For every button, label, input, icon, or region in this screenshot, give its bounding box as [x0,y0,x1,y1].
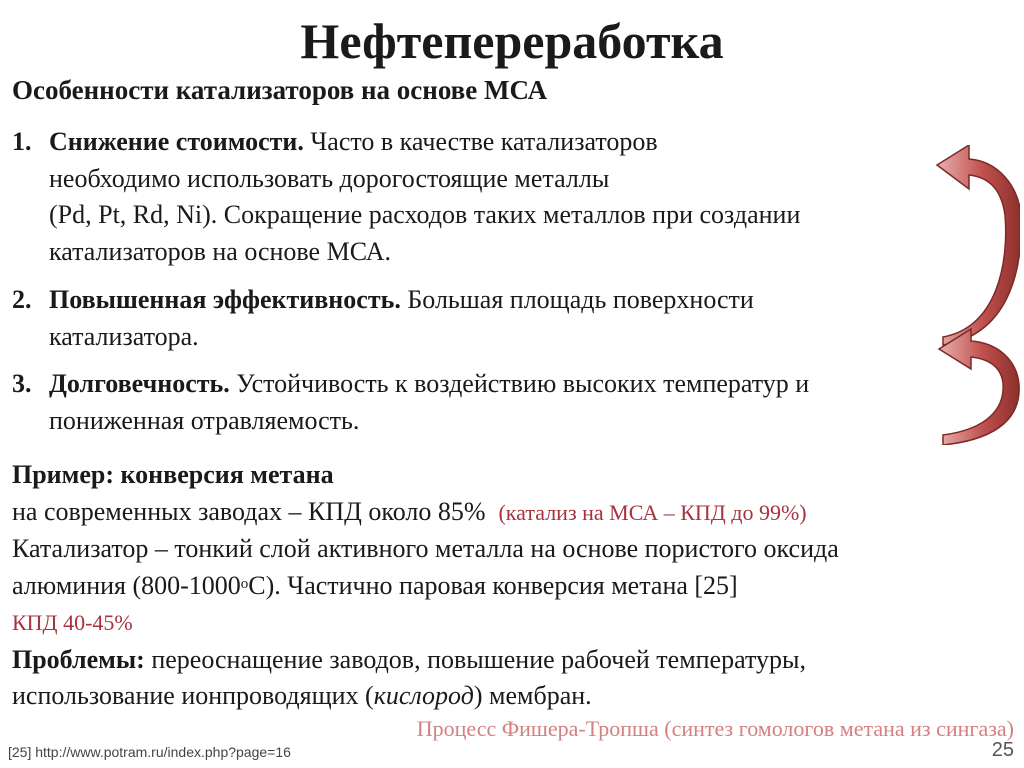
example-line: C). Частично паровая конверсия метана [25] [248,570,738,600]
problems-label: Проблемы: [12,644,145,674]
footnote-reference: [25] http://www.potram.ru/index.php?page=16 [8,744,291,760]
feature-line: катализатора. [49,321,199,351]
feature-heading: Снижение стоимости. [49,127,304,156]
feature-line: Часто в качестве катализаторов [303,127,658,156]
efficiency-note: КПД 40-45% [12,610,133,635]
curved-up-arrow-icon [939,329,1019,445]
feature-body [49,124,972,270]
example-note: (катализ на МСА – КПД до 99%) [498,499,807,525]
problems-italic: кислород [373,681,474,710]
example-line: на современных заводах – КПД около 85% [12,496,486,526]
feature-line: необходимо использовать дорогостоящие металлы [49,163,610,193]
feature-number: 3. [12,369,32,398]
feature-body [49,282,972,355]
slide-title: Нефтепереработка [300,13,724,69]
feature-line: катализаторов на основе МСА. [49,236,392,266]
problems-text: использование ионпроводящих ( [12,681,374,710]
feature-heading: Долговечность. [49,369,230,398]
degree-sup: o [240,575,249,592]
slide-subtitle: Особенности катализаторов на основе МСА [12,75,548,105]
problems-text: ) мембран. [473,681,592,710]
feature-line: (Pd, Pt, Rd, Ni). Сокращение расходов таких металлов при создании [49,200,801,229]
example-heading: Пример: конверсия метана [12,460,334,489]
problems-text: переоснащение заводов, повышение рабочей температуры, [144,644,806,674]
fischer-tropsch-note: Процесс Фишера-Тропша (синтез гомологов метана из сингаза) [416,716,1014,741]
feature-body [49,366,982,439]
feature-line: пониженная отравляемость. [49,405,360,435]
feature-item-3 [12,366,982,439]
example-line: алюминия (800-1000 [12,570,241,600]
curved-arrows-graphic [925,145,1020,445]
feature-item-1 [12,124,972,270]
feature-number: 1. [12,127,32,156]
feature-item-2 [12,282,972,355]
feature-line: Устойчивость к воздействию высоких температур и [229,369,810,398]
example-line: Катализатор – тонкий слой активного металла на основе пористого оксида [12,534,839,563]
feature-heading: Повышенная эффективность. [49,285,401,314]
feature-number: 2. [12,285,32,314]
feature-line: Большая площадь поверхности [400,285,754,314]
page-number: 25 [991,739,1014,761]
example-block [12,457,1022,715]
curved-up-arrow-icon [937,145,1020,345]
